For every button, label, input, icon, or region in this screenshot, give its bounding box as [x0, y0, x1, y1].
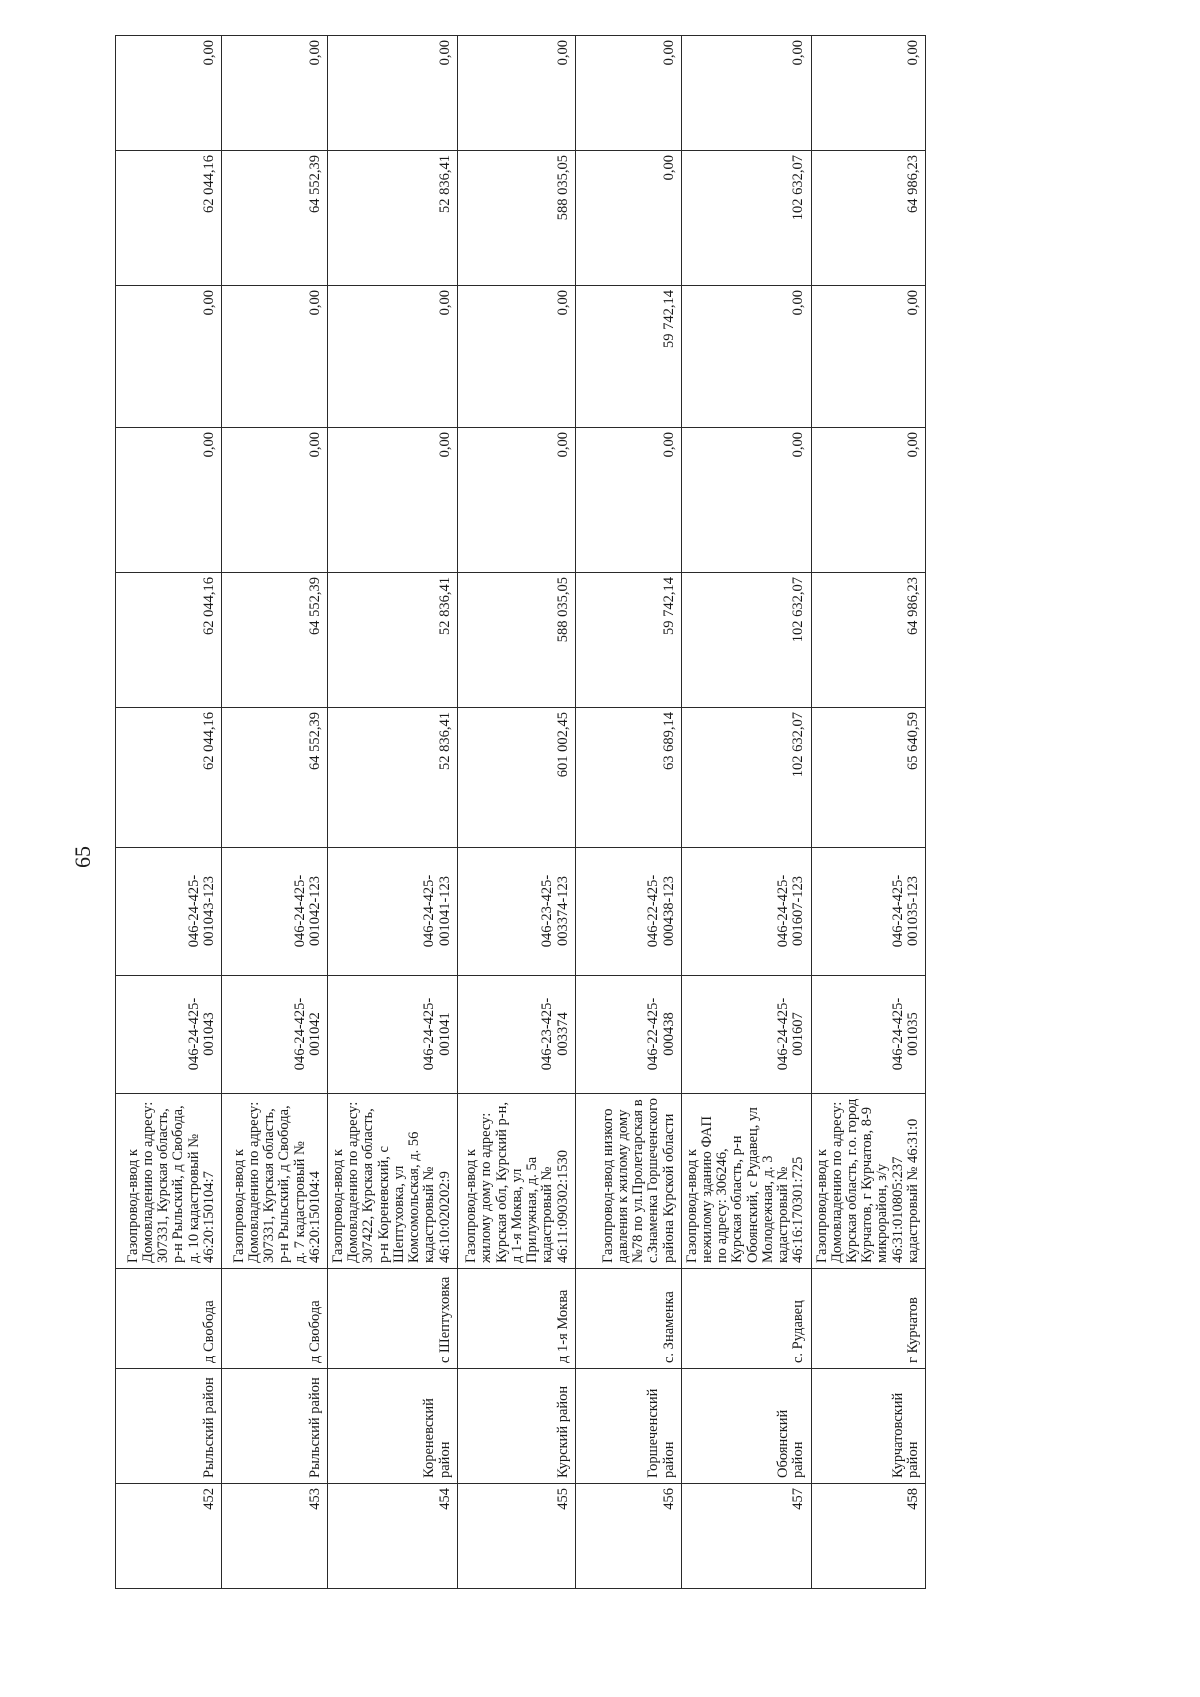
cell-row-number: [328, 1484, 458, 1589]
cell-value-3-text: 0,00: [436, 432, 453, 458]
cell-value-3-text: 0,00: [790, 432, 807, 458]
cell-object-description: [328, 1094, 458, 1269]
cell-value-5-text: 64 986,23: [904, 155, 921, 213]
cell-code-1: [457, 976, 575, 1094]
cell-value-5-text: 62 044,16: [200, 155, 217, 213]
cell-locality-text: г Курчатов: [904, 1297, 921, 1363]
cell-value-6: [457, 36, 575, 151]
cell-value-2-text: 64 986,23: [904, 577, 921, 635]
cell-code-1-text: 046-24-425-001041: [421, 997, 453, 1071]
cell-value-3: [457, 428, 575, 573]
cell-value-6-text: 0,00: [554, 40, 571, 66]
cell-value-2-text: 62 044,16: [200, 577, 217, 635]
cell-value-4-text: 0,00: [200, 290, 217, 316]
cell-value-5: [811, 151, 926, 286]
cell-object-description-text: Газопровод-ввод к жилому дому по адресу: Курская обл, Курский р-н, д 1-я Моква, ул Прилужная, д. 5а кадастровый № 46:11:090302:1530: [463, 1102, 571, 1263]
cell-code-2: [222, 848, 328, 976]
cell-value-4: [811, 286, 926, 428]
cell-value-1-text: 65 640,59: [904, 712, 921, 770]
cell-value-3: [681, 428, 811, 573]
cell-value-5-text: 588 035,05: [554, 155, 571, 221]
cell-row-number: [811, 1484, 926, 1589]
table-row: [328, 36, 458, 1589]
cell-locality-text: с. Знаменка: [660, 1291, 677, 1363]
cell-code-1-text: 046-24-425-001043: [185, 997, 217, 1071]
cell-value-3: [328, 428, 458, 573]
cell-value-4: [457, 286, 575, 428]
cell-value-3-text: 0,00: [904, 432, 921, 458]
cell-value-2: [328, 573, 458, 708]
cell-value-6: [811, 36, 926, 151]
cell-locality: [457, 1269, 575, 1369]
cell-code-1: [328, 976, 458, 1094]
cell-value-3-text: 0,00: [660, 432, 677, 458]
cell-locality: [222, 1269, 328, 1369]
cell-value-6: [116, 36, 222, 151]
cell-locality: [116, 1269, 222, 1369]
cell-district: [328, 1369, 458, 1484]
cell-code-1-text: 046-24-425-001035: [889, 997, 921, 1071]
cell-object-description-text: Газопровод-ввод к Домовладению по адресу: Курская область, г.о. город Курчатов, г Курчатов, 8-9 микрорайон, з/у 46:31:010805:237 кадастровый № 46:31:0: [813, 1098, 921, 1263]
cell-district-text: Курчатовский район: [889, 1392, 921, 1478]
cell-code-1: [222, 976, 328, 1094]
cell-row-number-text: 454: [436, 1488, 453, 1510]
cell-value-4: [222, 286, 328, 428]
cell-object-description-text: Газопровод-ввод к Домовладению по адресу: 307331, Курская область, р-н Рыльский, д Свобода, д. 7 кадастровый № 46:20:150104:4: [230, 1101, 323, 1263]
cell-value-5-text: 0,00: [660, 155, 677, 181]
cell-value-2-text: 588 035,05: [554, 577, 571, 643]
table-body: [116, 36, 926, 1589]
data-table: [115, 35, 926, 1589]
cell-value-2-text: 52 836,41: [436, 577, 453, 635]
cell-code-2-text: 046-24-425-001607-123: [775, 874, 807, 948]
cell-code-2-text: 046-22-425-000438-123: [645, 874, 677, 948]
cell-value-1: [457, 708, 575, 848]
cell-code-1-text: 046-24-425-001042: [291, 997, 323, 1071]
cell-row-number-text: 453: [306, 1488, 323, 1510]
cell-value-1: [575, 708, 681, 848]
cell-locality-text: д Свобода: [306, 1300, 323, 1363]
cell-code-2-text: 046-24-425-001043-123: [185, 874, 217, 948]
cell-value-6-text: 0,00: [306, 40, 323, 66]
cell-value-1-text: 601 002,45: [554, 712, 571, 778]
cell-object-description: [811, 1094, 926, 1269]
cell-value-6: [681, 36, 811, 151]
cell-district: [575, 1369, 681, 1484]
cell-code-1-text: 046-23-425-003374: [539, 997, 571, 1071]
cell-value-1: [811, 708, 926, 848]
cell-value-3: [811, 428, 926, 573]
cell-value-4: [575, 286, 681, 428]
cell-code-2: [575, 848, 681, 976]
cell-district-text: Горшеченский район: [645, 1388, 677, 1478]
cell-code-2-text: 046-24-425-001041-123: [421, 874, 453, 948]
cell-value-2: [222, 573, 328, 708]
cell-value-1-text: 64 552,39: [306, 712, 323, 770]
cell-row-number-text: 456: [660, 1488, 677, 1510]
cell-locality-text: д 1-я Моква: [554, 1289, 571, 1363]
cell-district: [222, 1369, 328, 1484]
cell-object-description: [457, 1094, 575, 1269]
table-row: [457, 36, 575, 1589]
cell-object-description: [116, 1094, 222, 1269]
cell-locality-text: с Шептуховка: [436, 1276, 453, 1363]
cell-code-1-text: 046-24-425-001607: [775, 997, 807, 1071]
cell-value-6-text: 0,00: [660, 40, 677, 66]
cell-value-1-text: 102 632,07: [790, 712, 807, 778]
cell-value-2: [457, 573, 575, 708]
cell-district-text: Рыльский район: [200, 1377, 217, 1478]
cell-row-number-text: 455: [554, 1488, 571, 1510]
cell-value-6-text: 0,00: [436, 40, 453, 66]
cell-code-2: [457, 848, 575, 976]
page-number: 65: [70, 846, 95, 868]
cell-value-2: [116, 573, 222, 708]
cell-value-5: [681, 151, 811, 286]
cell-value-5-text: 102 632,07: [790, 155, 807, 221]
cell-row-number-text: 452: [200, 1488, 217, 1510]
cell-value-6-text: 0,00: [904, 40, 921, 66]
cell-district-text: Курский район: [554, 1385, 571, 1478]
cell-value-5-text: 52 836,41: [436, 155, 453, 213]
cell-object-description: [575, 1094, 681, 1269]
cell-value-5: [328, 151, 458, 286]
cell-value-5: [116, 151, 222, 286]
cell-locality-text: д Свобода: [200, 1300, 217, 1363]
cell-code-1: [575, 976, 681, 1094]
cell-value-5-text: 64 552,39: [306, 155, 323, 213]
cell-value-1: [116, 708, 222, 848]
cell-value-3-text: 0,00: [554, 432, 571, 458]
cell-value-4-text: 0,00: [306, 290, 323, 316]
cell-district-text: Обоянский район: [775, 1409, 807, 1478]
cell-code-2-text: 046-24-425-001042-123: [291, 874, 323, 948]
cell-object-description-text: Газопровод-ввод к нежилому зданию ФАП по адресу: 306246, Курская область, р-н Обоянский, с Рудавец, ул Молодежная, д. 3 кадастровый № 46:16:170301:725: [683, 1107, 807, 1263]
cell-value-4-text: 0,00: [904, 290, 921, 316]
cell-value-4-text: 0,00: [790, 290, 807, 316]
cell-locality: [681, 1269, 811, 1369]
cell-district-text: Рыльский район: [306, 1377, 323, 1478]
cell-code-2: [116, 848, 222, 976]
cell-value-4: [116, 286, 222, 428]
cell-row-number: [116, 1484, 222, 1589]
cell-code-2: [681, 848, 811, 976]
cell-value-3-text: 0,00: [200, 432, 217, 458]
cell-value-4-text: 0,00: [436, 290, 453, 316]
cell-row-number: [222, 1484, 328, 1589]
cell-district: [811, 1369, 926, 1484]
cell-code-1: [116, 976, 222, 1094]
table-row: [681, 36, 811, 1589]
cell-value-2-text: 59 742,14: [660, 577, 677, 635]
cell-value-4: [328, 286, 458, 428]
cell-value-2: [681, 573, 811, 708]
cell-row-number: [457, 1484, 575, 1589]
cell-value-2: [811, 573, 926, 708]
cell-district-text: Кореневский район: [421, 1398, 453, 1478]
cell-district: [116, 1369, 222, 1484]
cell-object-description-text: Газопровод-ввод к Домовладению по адресу: 307422, Курская область, р-н Кореневский, с Шептуховка, ул Комсомольская, д. 56 кадастровый № 46:10:020202:9: [330, 1101, 453, 1263]
cell-value-1: [681, 708, 811, 848]
cell-value-6-text: 0,00: [200, 40, 217, 66]
cell-value-6: [328, 36, 458, 151]
cell-value-3: [575, 428, 681, 573]
cell-row-number-text: 458: [904, 1488, 921, 1510]
cell-object-description: [222, 1094, 328, 1269]
cell-value-4-text: 59 742,14: [660, 290, 677, 348]
cell-value-3: [116, 428, 222, 573]
table-row: [116, 36, 222, 1589]
cell-value-2-text: 102 632,07: [790, 577, 807, 643]
cell-value-5: [222, 151, 328, 286]
cell-object-description-text: Газопровод-ввод к Домовладению по адресу: 307331, Курская область, р-н Рыльский, д Свобода, д. 10 кадастровый № 46:20:150104:7: [124, 1101, 217, 1263]
cell-locality: [811, 1269, 926, 1369]
cell-value-6: [222, 36, 328, 151]
cell-district: [457, 1369, 575, 1484]
cell-value-5: [575, 151, 681, 286]
cell-code-1-text: 046-22-425-000438: [645, 997, 677, 1071]
cell-locality: [575, 1269, 681, 1369]
cell-value-3-text: 0,00: [306, 432, 323, 458]
cell-value-1-text: 62 044,16: [200, 712, 217, 770]
cell-object-description: [681, 1094, 811, 1269]
cell-value-6: [575, 36, 681, 151]
cell-value-2: [575, 573, 681, 708]
table-row: [222, 36, 328, 1589]
table-row: [811, 36, 926, 1589]
cell-value-6-text: 0,00: [790, 40, 807, 66]
cell-value-1-text: 63 689,14: [660, 712, 677, 770]
cell-value-1: [328, 708, 458, 848]
cell-code-2: [811, 848, 926, 976]
cell-object-description-text: Газопровод-ввод низкого давления к жилому дому №78 по ул.Пролетарская в с.Знаменка Горшеченского района Курской области: [599, 1098, 677, 1263]
cell-locality: [328, 1269, 458, 1369]
cell-row-number: [575, 1484, 681, 1589]
cell-code-2: [328, 848, 458, 976]
cell-locality-text: с. Рудавец: [790, 1300, 807, 1363]
cell-value-1-text: 52 836,41: [436, 712, 453, 770]
cell-value-5: [457, 151, 575, 286]
cell-code-2-text: 046-24-425-001035-123: [889, 874, 921, 948]
cell-code-1: [681, 976, 811, 1094]
cell-row-number: [681, 1484, 811, 1589]
cell-value-2-text: 64 552,39: [306, 577, 323, 635]
cell-value-4-text: 0,00: [554, 290, 571, 316]
table-row: [575, 36, 681, 1589]
cell-value-3: [222, 428, 328, 573]
cell-code-2-text: 046-23-425-003374-123: [539, 874, 571, 948]
cell-value-1: [222, 708, 328, 848]
cell-district: [681, 1369, 811, 1484]
cell-code-1: [811, 976, 926, 1094]
cell-row-number-text: 457: [790, 1488, 807, 1510]
cell-value-4: [681, 286, 811, 428]
